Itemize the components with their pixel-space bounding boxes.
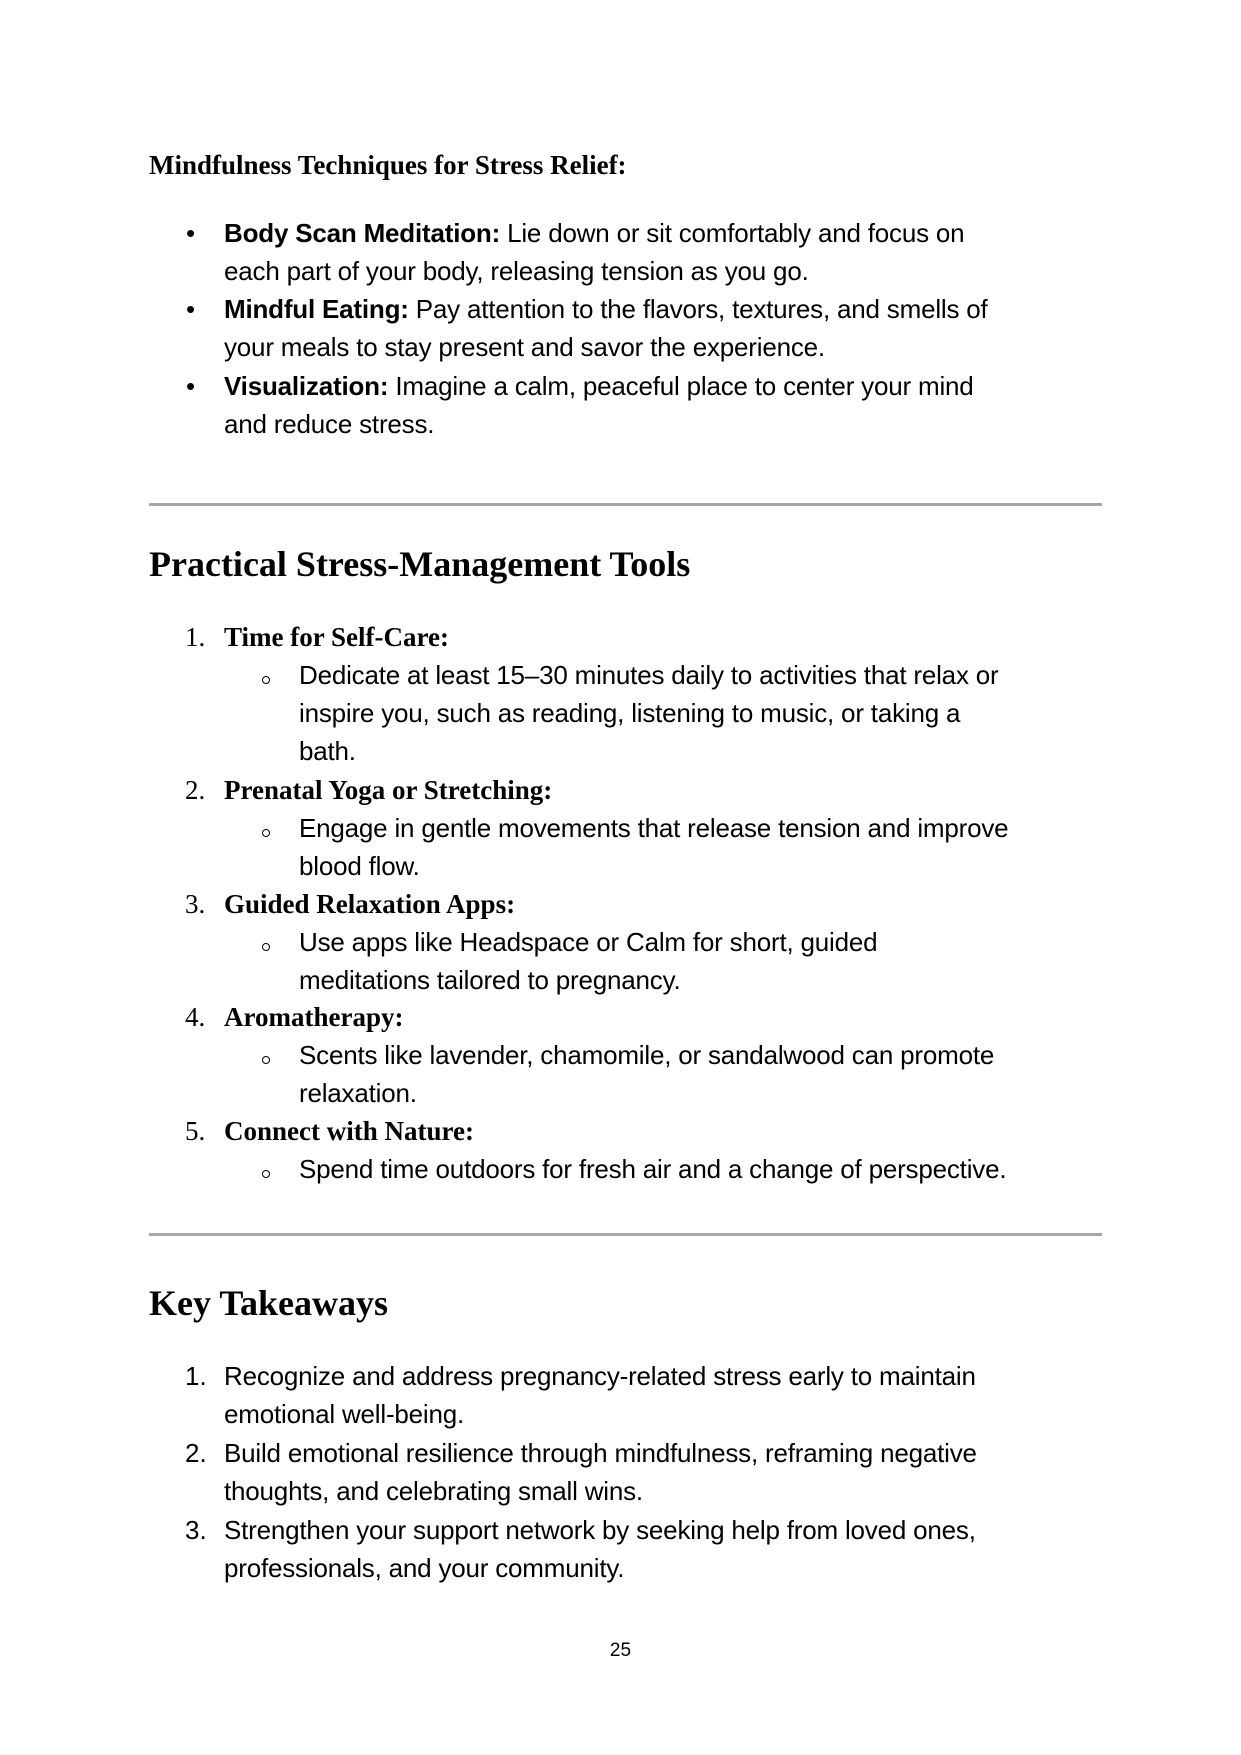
item-title: Connect with Nature: (224, 1116, 474, 1146)
item-text: Imagine a calm, peaceful place to center your mind (388, 371, 974, 401)
item-text: Dedicate at least 15–30 minutes daily to activities that relax or (299, 660, 999, 690)
item-text: Engage in gentle movements that release tension and improve (299, 813, 1009, 843)
circle-bullet-icon (262, 1056, 270, 1064)
item-title: Guided Relaxation Apps: (224, 889, 516, 919)
item-text: your meals to stay present and savor the experience. (224, 332, 825, 362)
bullet-icon: • (186, 294, 196, 324)
item-text: Lie down or sit comfortably and focus on (500, 218, 965, 248)
item-number: 4. (185, 1002, 206, 1032)
item-text: emotional well-being. (224, 1399, 465, 1429)
circle-bullet-icon (262, 676, 270, 684)
section-divider (149, 503, 1102, 506)
item-text: Build emotional resilience through mindfulness, reframing negative (224, 1438, 977, 1468)
item-number: 2. (185, 1438, 207, 1468)
item-text: bath. (299, 736, 356, 766)
bullet-icon: • (186, 371, 196, 401)
item-text: thoughts, and celebrating small wins. (224, 1476, 643, 1506)
item-text: Pay attention to the flavors, textures, and smells of (408, 294, 988, 324)
page-number: 25 (609, 1640, 632, 1661)
item-text: inspire you, such as reading, listening to music, or taking a (299, 698, 961, 728)
item-number: 5. (185, 1116, 206, 1146)
item-text: blood flow. (299, 851, 420, 881)
circle-bullet-icon (262, 943, 270, 951)
item-text: and reduce stress. (224, 409, 435, 439)
item-title: Aromatherapy: (224, 1002, 404, 1032)
tools-heading: Practical Stress-Management Tools (149, 544, 691, 584)
item-text: professionals, and your community. (224, 1553, 625, 1583)
item-number: 3. (185, 889, 206, 919)
item-text: Recognize and address pregnancy-related stress early to maintain (224, 1361, 976, 1391)
item-number: 3. (185, 1515, 207, 1545)
item-text: relaxation. (299, 1078, 417, 1108)
item-text: meditations tailored to pregnancy. (299, 965, 681, 995)
item-label: Mindful Eating: (224, 294, 409, 324)
circle-bullet-icon (262, 1170, 270, 1178)
item-text: Spend time outdoors for fresh air and a change of perspective. (299, 1154, 1007, 1184)
item-label: Body Scan Meditation: (224, 218, 501, 248)
item-title: Prenatal Yoga or Stretching: (224, 775, 553, 805)
item-text: Strengthen your support network by seeking help from loved ones, (224, 1515, 976, 1545)
mindfulness-heading: Mindfulness Techniques for Stress Relief: (149, 150, 627, 180)
item-text: Use apps like Headspace or Calm for short, guided (299, 927, 878, 957)
bullet-icon: • (186, 218, 196, 248)
item-number: 1. (185, 622, 206, 652)
item-title: Time for Self-Care: (224, 622, 449, 652)
section-divider (149, 1233, 1102, 1236)
item-number: 1. (185, 1361, 207, 1391)
circle-bullet-icon (262, 829, 270, 837)
item-number: 2. (185, 775, 206, 805)
takeaways-heading: Key Takeaways (149, 1283, 389, 1323)
item-label: Visualization: (224, 371, 389, 401)
item-text: Scents like lavender, chamomile, or sandalwood can promote (299, 1040, 995, 1070)
item-text: each part of your body, releasing tension as you go. (224, 256, 809, 286)
